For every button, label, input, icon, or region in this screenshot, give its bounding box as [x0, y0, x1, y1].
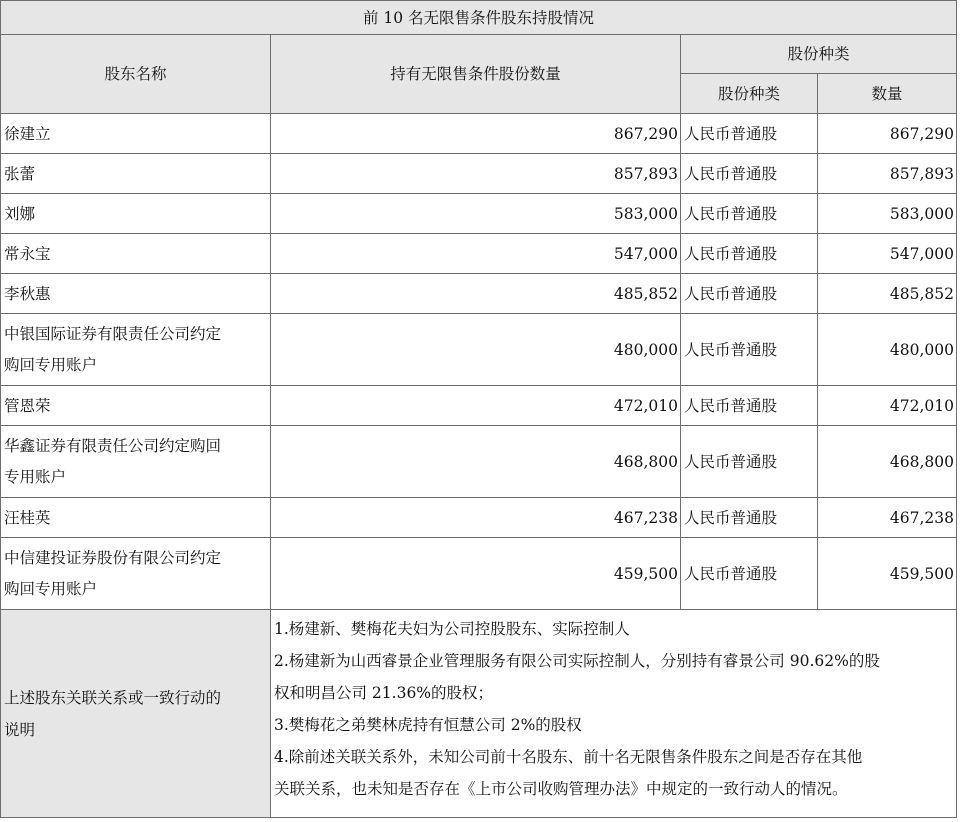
share-class: 人民币普通股 — [681, 314, 818, 386]
notes-label-line: 说明 — [4, 720, 36, 739]
table-row — [1, 538, 957, 610]
quantity: 472,010 — [818, 386, 957, 426]
holder-name — [1, 426, 271, 498]
holder-name-line: 中银国际证券有限责任公司约定 — [4, 324, 222, 343]
quantity: 857,893 — [818, 154, 957, 194]
share-class: 人民币普通股 — [681, 234, 818, 274]
header-row-1 — [1, 35, 957, 74]
header-quantity: 数量 — [818, 74, 957, 114]
quantity: 480,000 — [818, 314, 957, 386]
holder-name: 刘娜 — [1, 194, 271, 234]
table-row — [1, 234, 957, 274]
shares-held: 480,000 — [271, 314, 681, 386]
note-item: 4.除前述关联关系外，未知公司前十名股东、前十名无限售条件股东之间是否存在其他 — [274, 748, 863, 766]
table-title: 前 10 名无限售条件股东持股情况 — [1, 1, 957, 35]
table-row — [1, 314, 957, 386]
share-class: 人民币普通股 — [681, 194, 818, 234]
share-class: 人民币普通股 — [681, 538, 818, 610]
table-row — [1, 114, 957, 154]
table-row — [1, 426, 957, 498]
note-item: 1.杨建新、樊梅花夫妇为公司控股股东、实际控制人 — [274, 620, 630, 638]
note-item: 权和明昌公司 21.36%的股权； — [274, 684, 494, 702]
holder-name-line: 华鑫证券有限责任公司约定购回 — [4, 436, 222, 455]
quantity: 459,500 — [818, 538, 957, 610]
share-class: 人民币普通股 — [681, 426, 818, 498]
shares-held: 485,852 — [271, 274, 681, 314]
table-row — [1, 498, 957, 538]
share-class: 人民币普通股 — [681, 114, 818, 154]
notes-row — [1, 610, 957, 818]
table-row — [1, 386, 957, 426]
quantity: 485,852 — [818, 274, 957, 314]
shares-held: 467,238 — [271, 498, 681, 538]
share-class: 人民币普通股 — [681, 274, 818, 314]
holder-name-line: 中信建投证券股份有限公司约定 — [4, 548, 222, 567]
notes-content — [271, 610, 957, 818]
quantity: 867,290 — [818, 114, 957, 154]
table-title-row — [1, 1, 957, 35]
holder-name: 汪桂英 — [1, 498, 271, 538]
holder-name — [1, 538, 271, 610]
holder-name — [1, 314, 271, 386]
header-share-class: 股份种类 — [681, 74, 818, 114]
notes-label — [1, 610, 271, 818]
quantity: 467,238 — [818, 498, 957, 538]
holder-name: 张蕾 — [1, 154, 271, 194]
note-item: 关联关系，也未知是否存在《上市公司收购管理办法》中规定的一致行动人的情况。 — [274, 780, 848, 798]
holder-name-line: 购回专用账户 — [4, 579, 98, 598]
quantity: 547,000 — [818, 234, 957, 274]
share-class: 人民币普通股 — [681, 386, 818, 426]
holder-name: 徐建立 — [1, 114, 271, 154]
note-item: 3.樊梅花之弟樊林虎持有恒慧公司 2%的股权 — [274, 716, 582, 734]
table-row — [1, 274, 957, 314]
shares-held: 547,000 — [271, 234, 681, 274]
note-item: 2.杨建新为山西睿景企业管理服务有限公司实际控制人，分别持有睿景公司 90.62%的股 — [274, 652, 880, 670]
shares-held: 472,010 — [271, 386, 681, 426]
header-shares-held: 持有无限售条件股份数量 — [271, 35, 681, 114]
holder-name: 管恩荣 — [1, 386, 271, 426]
holder-name-line: 专用账户 — [4, 467, 67, 486]
table-row — [1, 194, 957, 234]
shares-held: 583,000 — [271, 194, 681, 234]
quantity: 468,800 — [818, 426, 957, 498]
table-row — [1, 154, 957, 194]
holder-name: 李秋惠 — [1, 274, 271, 314]
holder-name: 常永宝 — [1, 234, 271, 274]
shares-held: 468,800 — [271, 426, 681, 498]
share-class: 人民币普通股 — [681, 154, 818, 194]
header-holder-name: 股东名称 — [1, 35, 271, 114]
shares-held: 857,893 — [271, 154, 681, 194]
notes-label-line: 上述股东关联关系或一致行动的 — [4, 688, 222, 707]
holder-name-line: 购回专用账户 — [4, 355, 98, 374]
shares-held: 459,500 — [271, 538, 681, 610]
shares-held: 867,290 — [271, 114, 681, 154]
quantity: 583,000 — [818, 194, 957, 234]
header-share-class-group: 股份种类 — [681, 35, 957, 74]
share-class: 人民币普通股 — [681, 498, 818, 538]
